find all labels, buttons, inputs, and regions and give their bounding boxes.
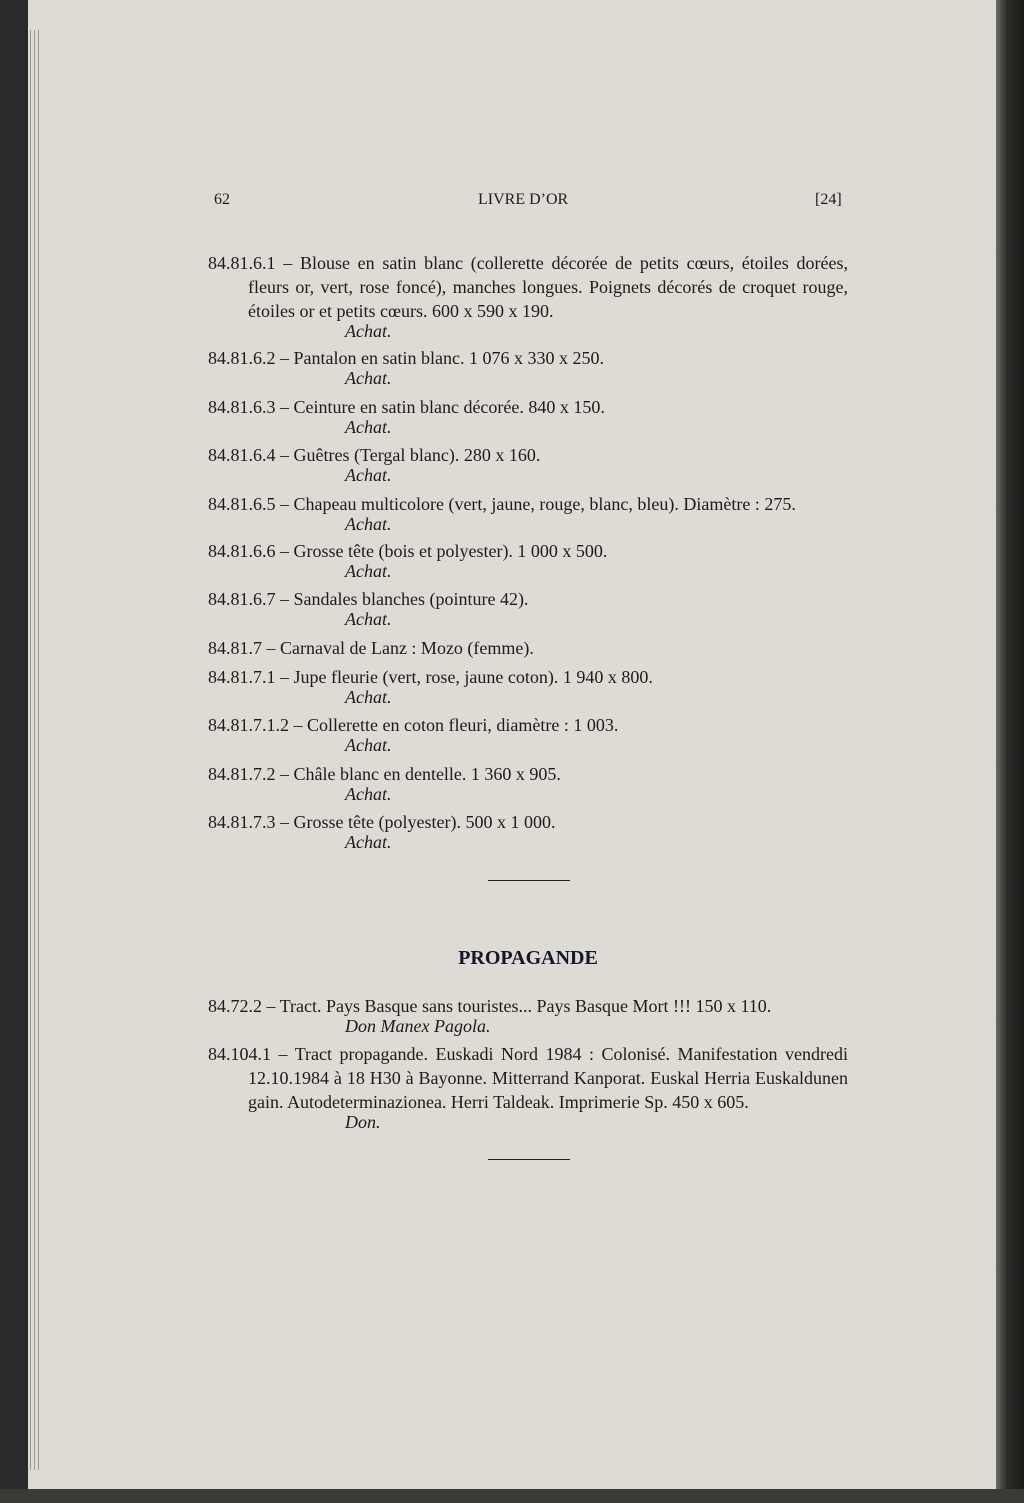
entry-source: Don. — [345, 1112, 381, 1132]
catalog-entry — [208, 492, 848, 536]
catalog-entry — [208, 1042, 848, 1134]
entry-text: 84.81.6.1 – Blouse en satin blanc (collerette décorée de petits cœurs, étoiles dorées, fleurs or, vert, rose foncé), manches longues. Poignets décorés de croquet rouge, étoiles or et petits cœurs. 600 x 590 x 190. — [208, 253, 848, 321]
page-edge-line — [30, 30, 31, 1470]
entry-text: 84.81.6.6 – Grosse tête (bois et polyester). 1 000 x 500. — [208, 541, 608, 561]
catalog-entry — [208, 251, 848, 343]
entry-text: 84.81.7.3 – Grosse tête (polyester). 500 x 1 000. — [208, 812, 556, 832]
entry-source: Achat. — [345, 832, 392, 852]
section-divider — [488, 1159, 570, 1160]
entry-source: Achat. — [345, 465, 392, 485]
page-number: 62 — [214, 191, 230, 208]
bracket-number: [24] — [815, 191, 842, 208]
entry-source: Don Manex Pagola. — [345, 1016, 491, 1036]
entry-text: 84.81.6.4 – Guêtres (Tergal blanc). 280 x 160. — [208, 445, 541, 465]
entry-source: Achat. — [345, 687, 392, 707]
entry-source: Achat. — [345, 417, 392, 437]
catalog-entry — [208, 665, 848, 709]
catalog-entry — [208, 762, 848, 806]
catalog-entry-heading — [208, 636, 848, 660]
entry-text: 84.104.1 – Tract propagande. Euskadi Nord 1984 : Colonisé. Manifestation vendredi 12.10.1984 à 18 H30 à Bayonne. Mitterrand Kanporat. Euskal Herria Euskaldunen gain. Autodeterminazionea. Herri Taldeak. Imprimerie Sp. 450 x 605. — [208, 1044, 848, 1112]
catalog-entry — [208, 587, 848, 631]
entry-text: 84.81.7.1 – Jupe fleurie (vert, rose, jaune coton). 1 940 x 800. — [208, 667, 653, 687]
entry-text: 84.81.6.7 – Sandales blanches (pointure 42). — [208, 589, 529, 609]
running-title: LIVRE D’OR — [478, 191, 569, 208]
entry-text: 84.81.7.2 – Châle blanc en dentelle. 1 360 x 905. — [208, 764, 561, 784]
entry-source: Achat. — [345, 514, 392, 534]
page-edge-line — [34, 30, 35, 1470]
section-title: PROPAGANDE — [458, 947, 598, 969]
entry-text: 84.72.2 – Tract. Pays Basque sans touristes... Pays Basque Mort !!! 150 x 110. — [208, 996, 772, 1016]
book-spine — [996, 0, 1024, 1503]
catalog-entry — [208, 395, 848, 439]
scan-bottom-edge — [0, 1489, 1024, 1503]
entry-source: Achat. — [345, 321, 392, 341]
entry-text: 84.81.6.3 – Ceinture en satin blanc décorée. 840 x 150. — [208, 397, 605, 417]
catalog-entry — [208, 810, 848, 854]
entry-source: Achat. — [345, 735, 392, 755]
catalog-entry — [208, 713, 848, 757]
catalog-entry — [208, 539, 848, 583]
entry-source: Achat. — [345, 368, 392, 388]
entry-text: 84.81.7.1.2 – Collerette en coton fleuri, diamètre : 1 003. — [208, 715, 619, 735]
entry-source: Achat. — [345, 561, 392, 581]
entry-source: Achat. — [345, 609, 392, 629]
entry-text: 84.81.6.5 – Chapeau multicolore (vert, jaune, rouge, blanc, bleu). Diamètre : 275. — [208, 494, 796, 514]
section-divider — [488, 880, 570, 881]
catalog-entry — [208, 443, 848, 487]
entry-source: Achat. — [345, 784, 392, 804]
catalog-entry — [208, 346, 848, 390]
entry-text: 84.81.7 – Carnaval de Lanz : Mozo (femme). — [208, 638, 534, 658]
catalog-entry — [208, 994, 848, 1038]
entry-text: 84.81.6.2 – Pantalon en satin blanc. 1 076 x 330 x 250. — [208, 348, 604, 368]
page-edge-line — [38, 30, 39, 1470]
